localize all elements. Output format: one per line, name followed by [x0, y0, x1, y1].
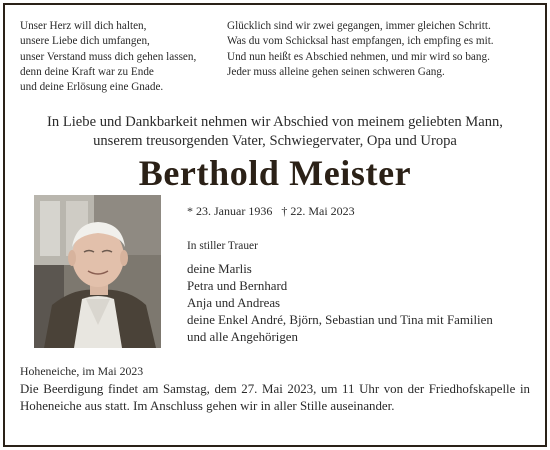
- mourner-line: Petra und Bernhard: [187, 279, 288, 293]
- intro-text: [5, 113, 545, 150]
- poem-left-line: unsere Liebe dich umfangen,: [20, 35, 150, 48]
- poem-right-line: Was du vom Schicksal hast empfangen, ich empfing es mit.: [227, 35, 494, 48]
- intro-line: unserem treusorgenden Vater, Schwiegervater, Opa und Uropa: [93, 132, 457, 149]
- poem-right: [227, 19, 547, 80]
- mourner-line: deine Enkel André, Björn, Sebastian und Tina mit Familien: [187, 313, 493, 327]
- place-date: Hoheneiche, im Mai 2023: [20, 364, 144, 378]
- deceased-name: Berthold Meister: [138, 153, 412, 193]
- poem-right-line: Und nun heißt es Abschied nehmen, und mir wird so bang.: [227, 50, 490, 63]
- portrait-illustration: [34, 195, 161, 348]
- intro-line: In Liebe und Dankbarkeit nehmen wir Abschied von meinem geliebten Mann,: [47, 114, 503, 130]
- obituary-frame: [3, 3, 547, 447]
- mourner-line: Anja und Andreas: [187, 296, 281, 310]
- mourner-line: und alle Angehörigen: [187, 330, 298, 344]
- poem-left-line: Unser Herz will dich halten,: [20, 20, 147, 32]
- poem-right-line: Jeder muss alleine gehen seinen schweren Gang.: [227, 65, 445, 78]
- death-date: † 22. Mai 2023: [281, 204, 355, 218]
- funeral-announcement: Die Beerdigung findet am Samstag, dem 27. Mai 2023, um 11 Uhr von der Friedhofskapelle in Hoheneiche aus statt. Im Anschluss gehen wir in aller Stille auseinander.: [20, 382, 530, 414]
- mourners-list: [187, 261, 493, 346]
- poem-right-line: Glücklich sind wir zwei gegangen, immer gleichen Schritt.: [227, 20, 491, 32]
- poem-left-line: und deine Erlösung eine Gnade.: [20, 81, 164, 94]
- poem-left-line: denn deine Kraft war zu Ende: [20, 65, 154, 78]
- life-dates: [187, 204, 355, 219]
- mourner-line: deine Marlis: [187, 262, 252, 276]
- portrait-photo: [34, 195, 161, 348]
- poem-left-line: unser Verstand muss dich gehen lassen,: [20, 50, 197, 63]
- birth-date: * 23. Januar 1936: [187, 204, 273, 218]
- trauer-label: In stiller Trauer: [187, 240, 258, 252]
- poem-left: [20, 19, 260, 95]
